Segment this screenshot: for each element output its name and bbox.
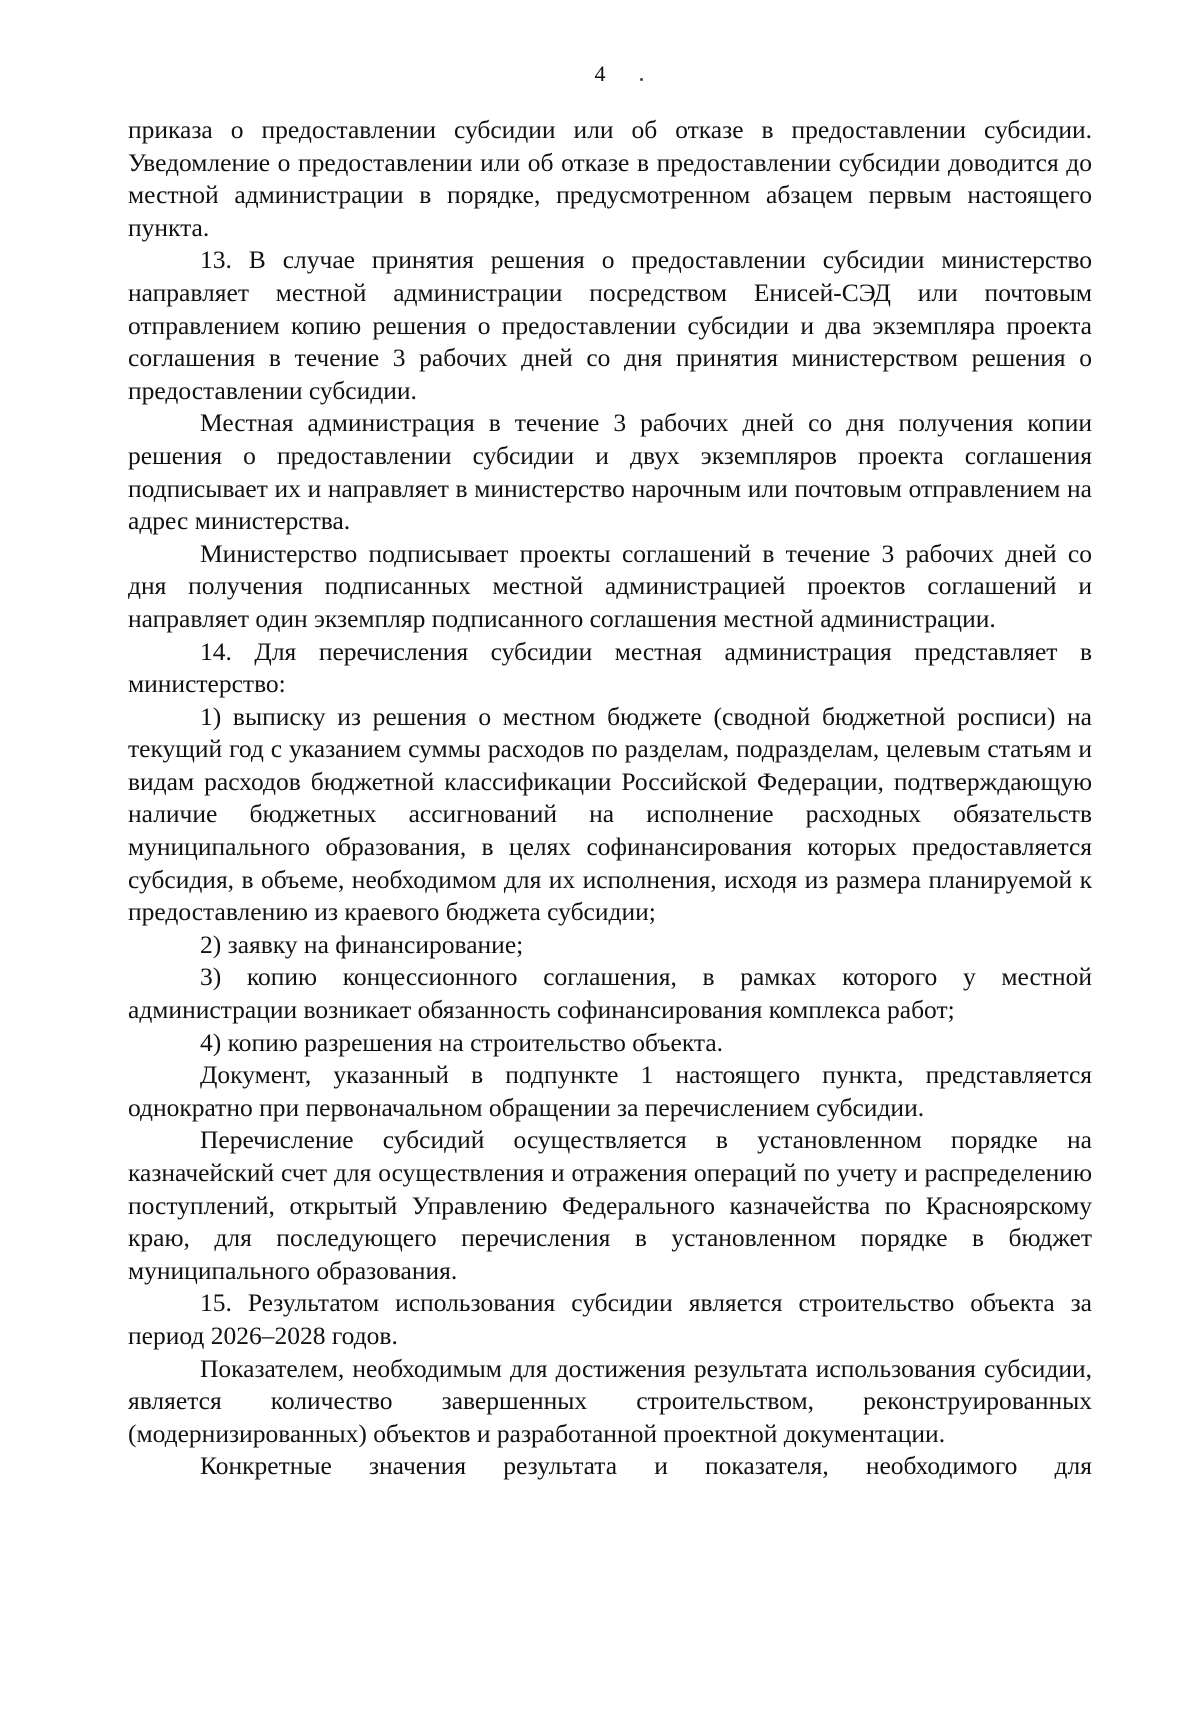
paragraph-indicator: Показателем, необходимым для достижения результата использования субсидии, является количество завершенных строительством, реконструированных (модернизированных) объектов и разработанной проектной документации. xyxy=(128,1353,1092,1448)
paragraph-document-once: Документ, указанный в подпункте 1 настоящего пункта, представляется однократно при первоначальном обращении за перечислением субсидии. xyxy=(128,1060,1092,1122)
paragraph-specific-values: Конкретные значения результата и показателя, необходимого для xyxy=(200,1451,1092,1481)
subitem-1-budget-extract: 1) выписку из решения о местном бюджете (сводной бюджетной росписи) на текущий год с указанием суммы расходов по разделам, подразделам, целевым статьям и видам расходов бюджетной классификации Российской Федерации, подтверждающую наличие бюджетных ассигнований на исполнение расходных обязательств муниципального образования, в целях софинансирования которых предоставляется субсидия, в объеме, необходимом для их исполнения, исходя из размера планируемой к предоставлению из краевого бюджета субсидии; xyxy=(128,701,1092,927)
paragraph-ministry-signing: Министерство подписывает проекты соглашений в течение 3 рабочих дней со дня получения подписанных местной администрацией проектов соглашений и направляет один экземпляр подписанного соглашения местной администрации. xyxy=(128,538,1092,633)
paragraph-local-admin-signing: Местная администрация в течение 3 рабочих дней со дня получения копии решения о предоставлении субсидии и двух экземпляров проекта соглашения подписывает их и направляет в министерство нарочным или почтовым отправлением на адрес министерства. xyxy=(128,408,1092,536)
paragraph-item-15: 15. Результатом использования субсидии является строительство объекта за период 2026–2028 годов. xyxy=(128,1288,1092,1350)
document-body xyxy=(128,114,1092,1483)
paragraph-item-14: 14. Для перечисления субсидии местная администрация представляет в министерство: xyxy=(128,636,1092,699)
subitem-2-funding-request: 2) заявку на финансирование; xyxy=(200,929,524,959)
paragraph-transfer-procedure: Перечисление субсидий осуществляется в установленном порядке на казначейский счет для осуществления и отражения операций по учету и распределению поступлений, открытый Управлению Федерального казначейства по Красноярскому краю, для последующего перечисления в установленном порядке в бюджет муниципального образования. xyxy=(128,1125,1092,1285)
subitem-3-concession-agreement: 3) копию концессионного соглашения, в рамках которого у местной администрации возникает обязанность софинансирования комплекса работ; xyxy=(128,962,1092,1025)
paragraph-item-13: 13. В случае принятия решения о предоставлении субсидии министерство направляет местной администрации посредством Енисей-СЭД или почтовым отправлением копию решения о предоставлении субсидии и два экземпляра проекта соглашения в течение 3 рабочих дней со дня принятия министерством решения о предоставлении субсидии. xyxy=(128,245,1092,405)
subitem-4-building-permit: 4) копию разрешения на строительство объекта. xyxy=(200,1027,724,1057)
paragraph-notice-continuation: приказа о предоставлении субсидии или об отказе в предоставлении субсидии. Уведомление о предоставлении или об отказе в предоставлении субсидии доводится до местной администрации в порядке, предусмотренном абзацем первым настоящего пункта. xyxy=(128,115,1092,242)
page-number: 4 xyxy=(594,61,606,86)
scan-dot-mark xyxy=(640,78,643,81)
